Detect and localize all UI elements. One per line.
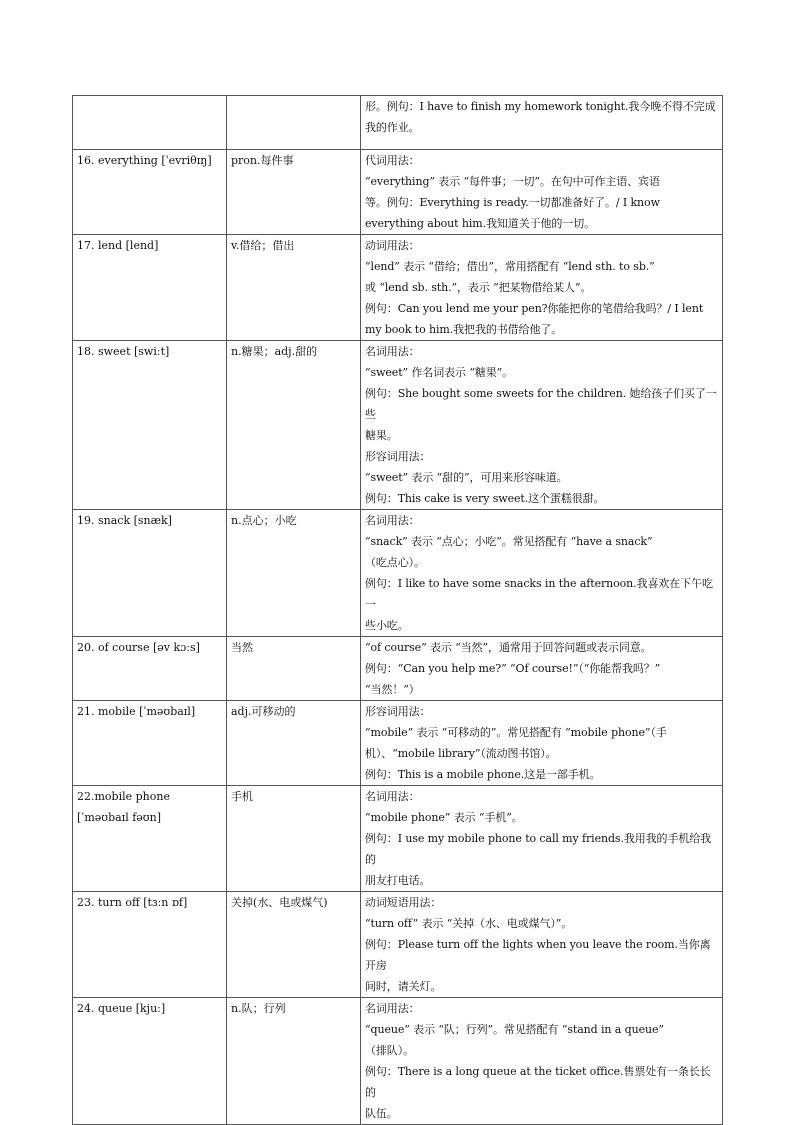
table-row (73, 786, 723, 892)
usage-line: 例句：Can you lend me your pen?你能把你的笔借给我吗？/ I lent (365, 302, 704, 315)
usage-line: 些小吃。 (365, 619, 409, 632)
meaning-cell: n.队；行列 (227, 998, 361, 1125)
meaning-cell: v.借给；借出 (227, 235, 361, 341)
table-row (73, 96, 723, 150)
usage-line: 例句：Please turn off the lights when you leave the room.当你离开房 (365, 938, 711, 972)
usage-line: 名词用法： (365, 345, 420, 358)
word-cell: 23. turn off [tɜːn ɒf] (73, 892, 227, 998)
meaning-cell: 当然 (227, 637, 361, 701)
usage-line: “everything” 表示 “每件事；一切”。在句中可作主语、宾语 (365, 175, 660, 188)
usage-line: 例句：I use my mobile phone to call my friends.我用我的手机给我的 (365, 832, 712, 866)
word-cell: 22.mobile phone [ˈməʊbaɪl fəʊn] (73, 786, 227, 892)
usage-line: 名词用法： (365, 1002, 420, 1015)
usage-line: 队伍。 (365, 1107, 398, 1120)
usage-line: 名词用法： (365, 790, 420, 803)
table-row (73, 892, 723, 998)
usage-line: 例句：There is a long queue at the ticket office.售票处有一条长长的 (365, 1065, 711, 1099)
table-row (73, 150, 723, 235)
vocabulary-table-body (73, 96, 723, 1125)
usage-line: my book to him.我把我的书借给他了。 (365, 323, 563, 336)
table-row (73, 235, 723, 341)
usage-cell (361, 786, 723, 892)
usage-line: 我的作业。 (365, 121, 420, 134)
usage-line: 例句：“Can you help me?” “Of course!”（“你能帮我吗？” (365, 662, 661, 675)
usage-line: （排队）。 (365, 1044, 414, 1057)
usage-cell (361, 998, 723, 1125)
table-row (73, 341, 723, 510)
usage-line: “sweet” 表示 “甜的”，可用来形容味道。 (365, 471, 568, 484)
word-cell: 17. lend [lend] (73, 235, 227, 341)
usage-line: “sweet” 作名词表示 “糖果”。 (365, 366, 514, 379)
usage-line: “mobile” 表示 “可移动的”。常见搭配有 “mobile phone”（手 (365, 726, 667, 739)
usage-cell (361, 150, 723, 235)
usage-line: 例句：This is a mobile phone.这是一部手机。 (365, 768, 601, 781)
usage-line: 机）、“mobile library”（流动图书馆）。 (365, 747, 557, 760)
table-row (73, 637, 723, 701)
usage-line: “snack” 表示 “点心；小吃”。常见搭配有 “have a snack” (365, 535, 653, 548)
usage-line: 代词用法： (365, 154, 420, 167)
usage-line: （吃点心）。 (365, 556, 425, 569)
usage-line: 动词用法： (365, 239, 420, 252)
usage-cell (361, 637, 723, 701)
usage-line: 形容词用法： (365, 450, 431, 463)
usage-line: “turn off” 表示 “关掉（水、电或煤气）”。 (365, 917, 573, 930)
usage-line: 例句：I like to have some snacks in the afternoon.我喜欢在下午吃一 (365, 577, 713, 611)
meaning-cell: 关掉(水、电或煤气) (227, 892, 361, 998)
table-row (73, 510, 723, 637)
usage-line: everything about him.我知道关于他的一切。 (365, 217, 596, 230)
usage-line: “queue” 表示 “队；行列”。常见搭配有 “stand in a queue” (365, 1023, 664, 1036)
usage-line: “当然！”） (365, 683, 420, 696)
usage-line: 名词用法： (365, 514, 420, 527)
word-cell: 18. sweet [swiːt] (73, 341, 227, 510)
vocabulary-table (72, 95, 723, 1125)
word-cell: 19. snack [snæk] (73, 510, 227, 637)
usage-line: 形。例句：I have to finish my homework tonight.我今晚不得不完成 (365, 100, 716, 113)
word-cell: 24. queue [kjuː] (73, 998, 227, 1125)
meaning-cell: adj.可移动的 (227, 701, 361, 786)
word-cell: 21. mobile [ˈməʊbaɪl] (73, 701, 227, 786)
usage-line: 糖果。 (365, 429, 398, 442)
usage-cell (361, 235, 723, 341)
meaning-cell: 手机 (227, 786, 361, 892)
usage-cell (361, 510, 723, 637)
usage-line: “of course” 表示 “当然”，通常用于回答问题或表示同意。 (365, 641, 652, 654)
meaning-cell: pron.每件事 (227, 150, 361, 235)
usage-line: 例句：This cake is very sweet.这个蛋糕很甜。 (365, 492, 605, 505)
usage-line: 或 “lend sb. sth.”，表示 “把某物借给某人”。 (365, 281, 592, 294)
usage-line: 动词短语用法： (365, 896, 442, 909)
usage-cell (361, 96, 723, 150)
meaning-cell: n.点心；小吃 (227, 510, 361, 637)
word-cell: 16. everything [ˈevriθɪŋ] (73, 150, 227, 235)
usage-line: “mobile phone” 表示 “手机”。 (365, 811, 523, 824)
usage-cell (361, 892, 723, 998)
usage-cell (361, 341, 723, 510)
usage-cell (361, 701, 723, 786)
usage-line: “lend” 表示 “借给；借出”，常用搭配有 “lend sth. to sb.” (365, 260, 655, 273)
meaning-cell: n.糖果；adj.甜的 (227, 341, 361, 510)
meaning-cell (227, 96, 361, 150)
usage-line: 等。例句：Everything is ready.一切都准备好了。/ I know (365, 196, 660, 209)
table-row (73, 701, 723, 786)
table-row (73, 998, 723, 1125)
usage-line: 间时，请关灯。 (365, 980, 442, 993)
usage-line: 朋友打电话。 (365, 874, 431, 887)
word-cell: 20. of course [əv kɔːs] (73, 637, 227, 701)
word-cell (73, 96, 227, 150)
usage-line: 例句：She bought some sweets for the children. 她给孩子们买了一些 (365, 387, 717, 421)
usage-line: 形容词用法： (365, 705, 431, 718)
